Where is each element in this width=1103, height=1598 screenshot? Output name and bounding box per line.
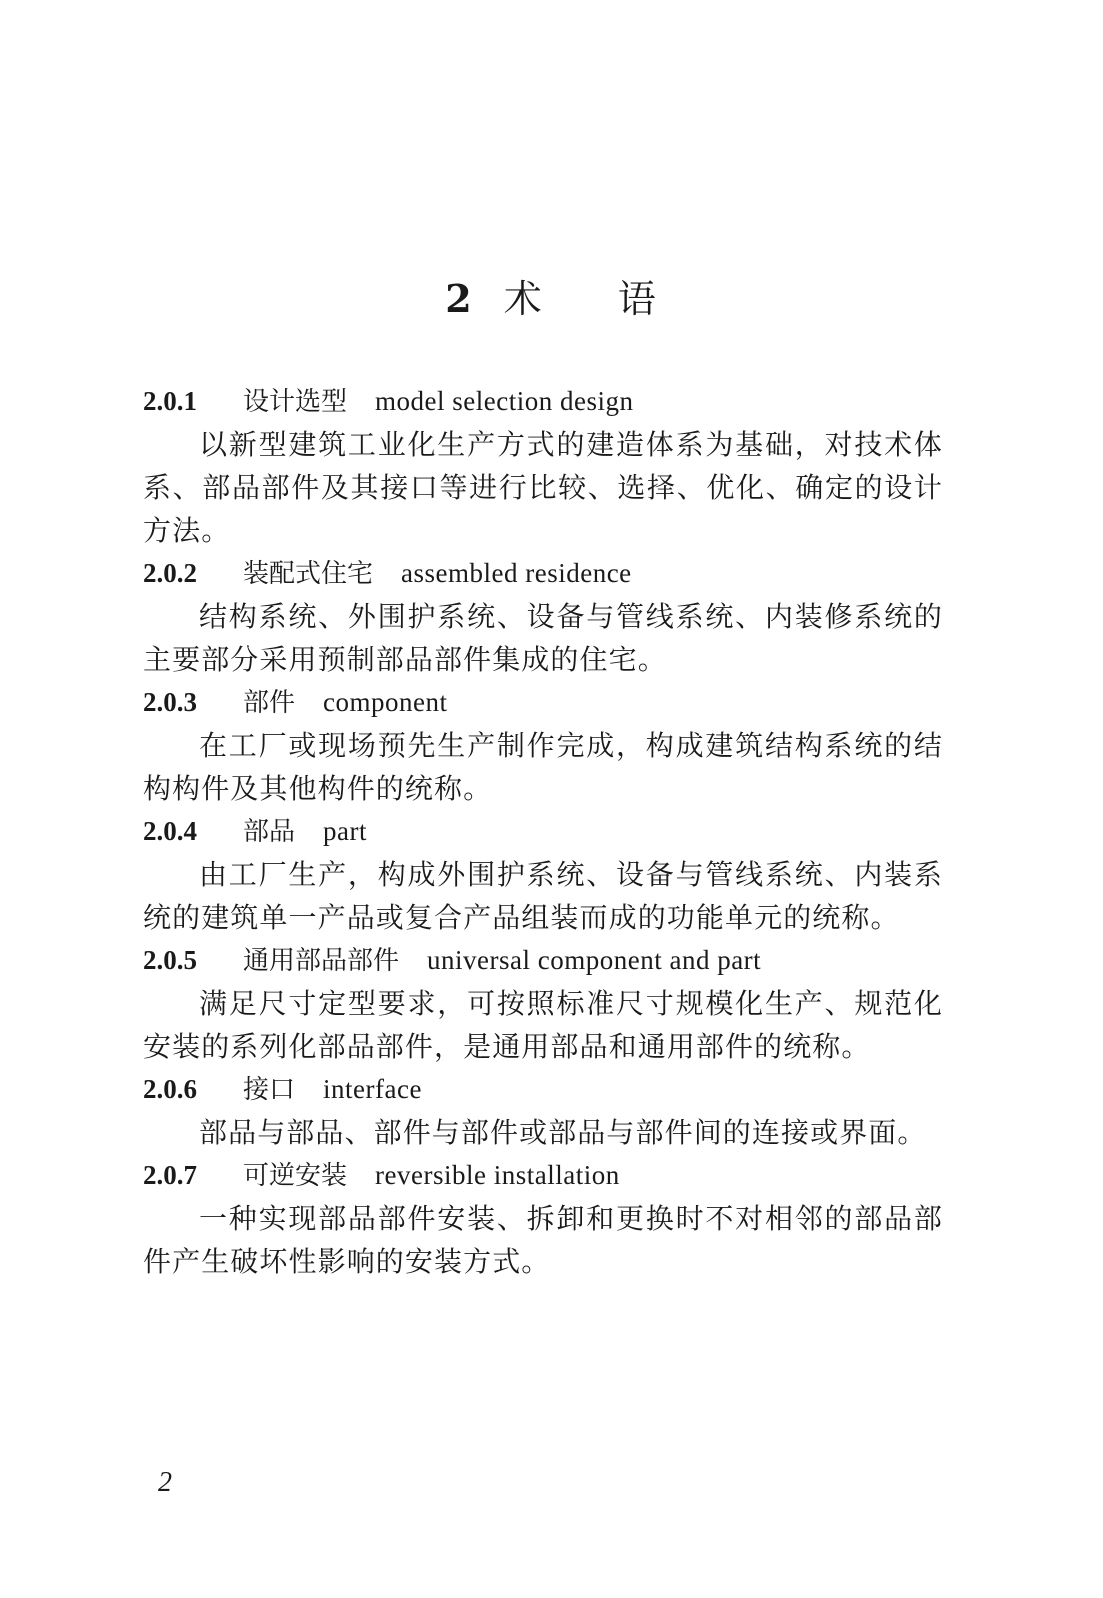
term-english: universal component and part	[427, 945, 762, 975]
term-chinese: 接口	[243, 1075, 296, 1105]
term-chinese: 通用部品部件	[243, 946, 400, 976]
term-chinese: 可逆安装	[243, 1161, 348, 1191]
term-definition: 在工厂或现场预先生产制作完成，构成建筑结构系统的结构构件及其他构件的统称。	[143, 729, 943, 805]
term-definition: 一种实现部品部件安装、拆卸和更换时不对相邻的部品部件产生破坏性影响的安装方式。	[143, 1202, 943, 1278]
page-number: 2	[158, 1467, 172, 1498]
term-entry	[143, 380, 943, 552]
terms-list	[143, 380, 943, 1283]
term-english: interface	[323, 1074, 422, 1104]
term-entry	[143, 1154, 943, 1283]
term-heading	[143, 939, 943, 982]
term-heading	[143, 681, 943, 724]
term-english: reversible installation	[375, 1160, 620, 1190]
chapter-title-char-2: 语	[617, 277, 658, 321]
chapter-number: 2	[445, 276, 474, 321]
term-definition: 由工厂生产，构成外围护系统、设备与管线系统、内装系统的建筑单一产品或复合产品组装而成的功能单元的统称。	[143, 858, 943, 934]
term-english: component	[323, 687, 448, 717]
term-number: 2.0.6	[143, 1074, 197, 1104]
term-number: 2.0.5	[143, 945, 197, 975]
term-chinese: 部件	[243, 688, 296, 718]
chapter-title-char-1: 术	[503, 277, 544, 321]
term-chinese: 装配式住宅	[243, 559, 374, 589]
term-entry	[143, 939, 943, 1068]
term-definition: 以新型建筑工业化生产方式的建造体系为基础，对技术体系、部品部件及其接口等进行比较、选择、优化、确定的设计方法。	[143, 428, 943, 547]
term-entry	[143, 552, 943, 681]
term-heading	[143, 1068, 943, 1111]
term-heading	[143, 552, 943, 595]
term-entry	[143, 681, 943, 810]
term-english: assembled residence	[401, 558, 632, 588]
term-number: 2.0.2	[143, 558, 197, 588]
term-entry	[143, 810, 943, 939]
term-chinese: 设计选型	[243, 387, 348, 417]
term-definition: 结构系统、外围护系统、设备与管线系统、内装修系统的主要部分采用预制部品部件集成的住宅。	[143, 600, 943, 676]
term-english: model selection design	[375, 386, 634, 416]
term-heading	[143, 810, 943, 853]
term-number: 2.0.7	[143, 1160, 197, 1190]
term-heading	[143, 380, 943, 423]
term-number: 2.0.4	[143, 816, 197, 846]
term-english: part	[323, 816, 367, 846]
term-number: 2.0.3	[143, 687, 197, 717]
term-definition: 满足尺寸定型要求，可按照标准尺寸规模化生产、规范化安装的系列化部品部件，是通用部品和通用部件的统称。	[143, 987, 943, 1063]
term-heading	[143, 1154, 943, 1197]
chapter-title	[0, 268, 1103, 323]
term-definition: 部品与部品、部件与部件或部品与部件间的连接或界面。	[199, 1116, 927, 1149]
term-number: 2.0.1	[143, 386, 197, 416]
term-chinese: 部品	[243, 817, 296, 847]
term-entry	[143, 1068, 943, 1154]
